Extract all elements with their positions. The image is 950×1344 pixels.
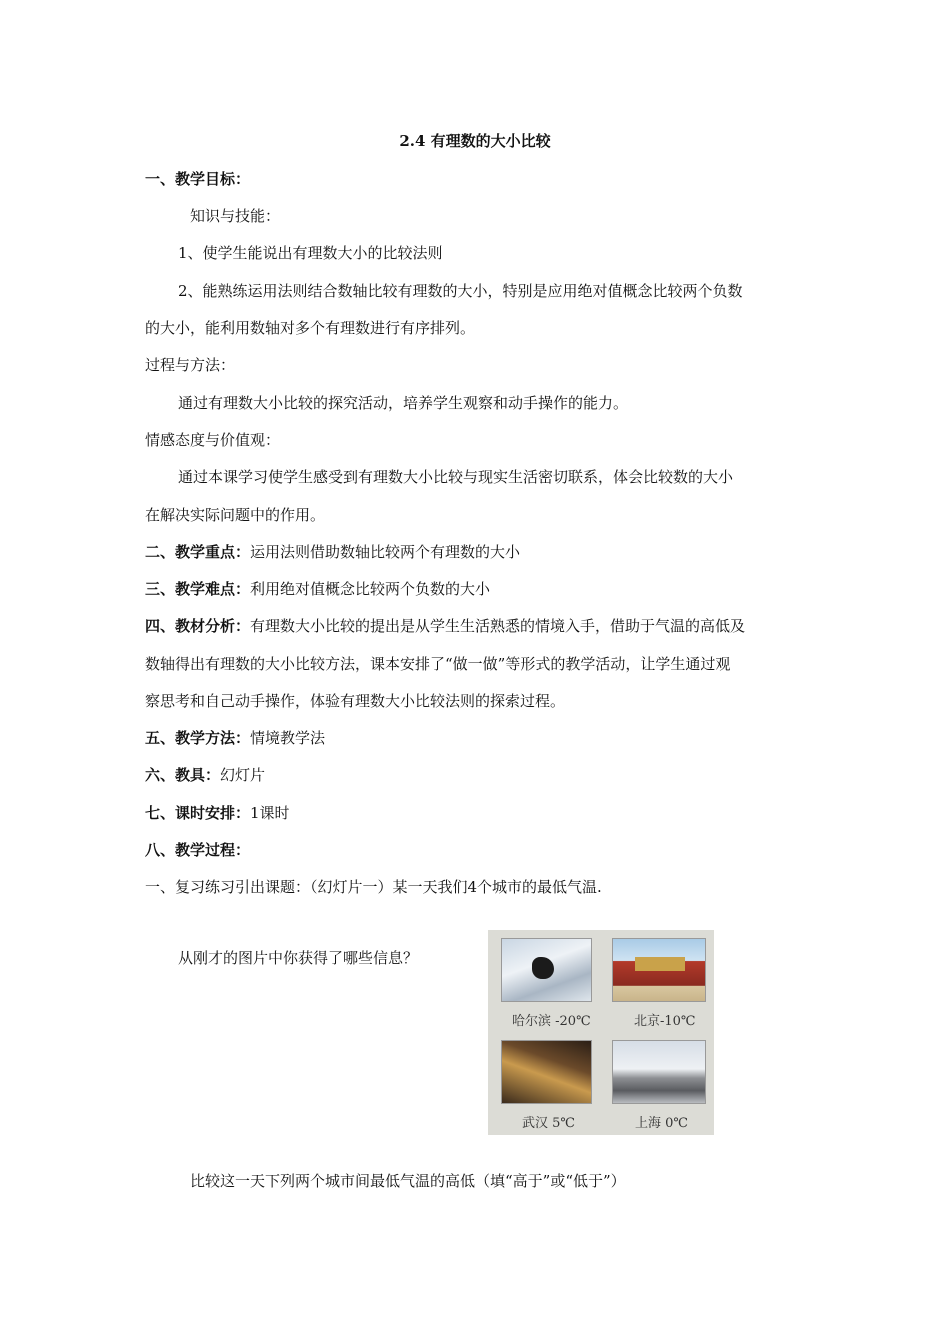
schedule-heading: 七、课时安排： (145, 804, 251, 822)
material-analysis-cont-2: 察思考和自己动手操作，体验有理数大小比较法则的探索过程。 (145, 692, 566, 710)
material-analysis-line (145, 616, 745, 636)
wuhan-caption: 武汉 5℃ (522, 1116, 575, 1131)
skater-figure (532, 957, 554, 979)
tiananmen-roof (635, 957, 685, 971)
attitude-text: 通过本课学习使学生感受到有理数大小比较与现实生活密切联系，体会比较数的大小 (178, 468, 734, 486)
city-temperature-photos (488, 930, 714, 1135)
difficulty-text: 利用绝对值概念比较两个负数的大小 (250, 580, 491, 598)
section-teaching-goals: 一、教学目标： (145, 170, 251, 188)
harbin-caption: 哈尔滨 -20℃ (512, 1014, 591, 1029)
process-text: 通过有理数大小比较的探究活动，培养学生观察和动手操作的能力。 (178, 394, 629, 412)
difficulty-heading: 三、教学难点： (145, 580, 251, 598)
material-analysis-heading: 四、教材分析： (145, 617, 251, 635)
subheading-knowledge-skills: 知识与技能： (190, 207, 281, 225)
page-title: 2.4 有理数的大小比较 (399, 132, 551, 150)
subheading-attitude: 情感态度与价值观： (145, 431, 281, 449)
goal-item-1: 1、使学生能说出有理数大小的比较法则 (178, 244, 443, 262)
difficulty-line (145, 579, 490, 599)
review-intro: 一、复习练习引出课题：（幻灯片一）某一天我们4个城市的最低气温. (145, 878, 602, 896)
material-analysis-cont-1: 数轴得出有理数的大小比较方法，课本安排了“做一做”等形式的教学活动，让学生通过观 (145, 655, 731, 673)
beijing-photo (612, 938, 706, 1002)
info-question: 从刚才的图片中你获得了哪些信息？ (178, 949, 419, 967)
teaching-aids-heading: 六、教具： (145, 766, 221, 784)
goal-item-2: 2、能熟练运用法则结合数轴比较有理数的大小，特别是应用绝对值概念比较两个负数 (178, 282, 743, 300)
key-points-text: 运用法则借助数轴比较两个有理数的大小 (250, 543, 521, 561)
teaching-aids-line (145, 765, 265, 785)
compare-instruction: 比较这一天下列两个城市间最低气温的高低（填“高于”或“低于”） (190, 1172, 626, 1190)
goal-item-2-cont: 的大小，能利用数轴对多个有理数进行有序排列。 (145, 319, 476, 337)
wuhan-photo (501, 1040, 592, 1104)
teaching-method-heading: 五、教学方法： (145, 729, 251, 747)
schedule-text: 1课时 (250, 804, 290, 822)
key-points-heading: 二、教学重点： (145, 543, 251, 561)
teaching-method-text: 情境教学法 (250, 729, 326, 747)
schedule-line (145, 803, 290, 823)
harbin-photo (501, 938, 592, 1002)
material-analysis-text: 有理数大小比较的提出是从学生生活熟悉的情境入手，借助于气温的高低及 (250, 617, 746, 635)
beijing-caption: 北京-10℃ (634, 1014, 696, 1029)
shanghai-photo (612, 1040, 706, 1104)
attitude-text-cont: 在解决实际问题中的作用。 (145, 506, 326, 524)
subheading-process-method: 过程与方法： (145, 356, 236, 374)
teaching-aids-text: 幻灯片 (220, 766, 266, 784)
shanghai-caption: 上海 0℃ (635, 1116, 688, 1131)
key-points-line (145, 542, 520, 562)
teaching-method-line (145, 728, 325, 748)
section-teaching-process: 八、教学过程： (145, 841, 251, 859)
